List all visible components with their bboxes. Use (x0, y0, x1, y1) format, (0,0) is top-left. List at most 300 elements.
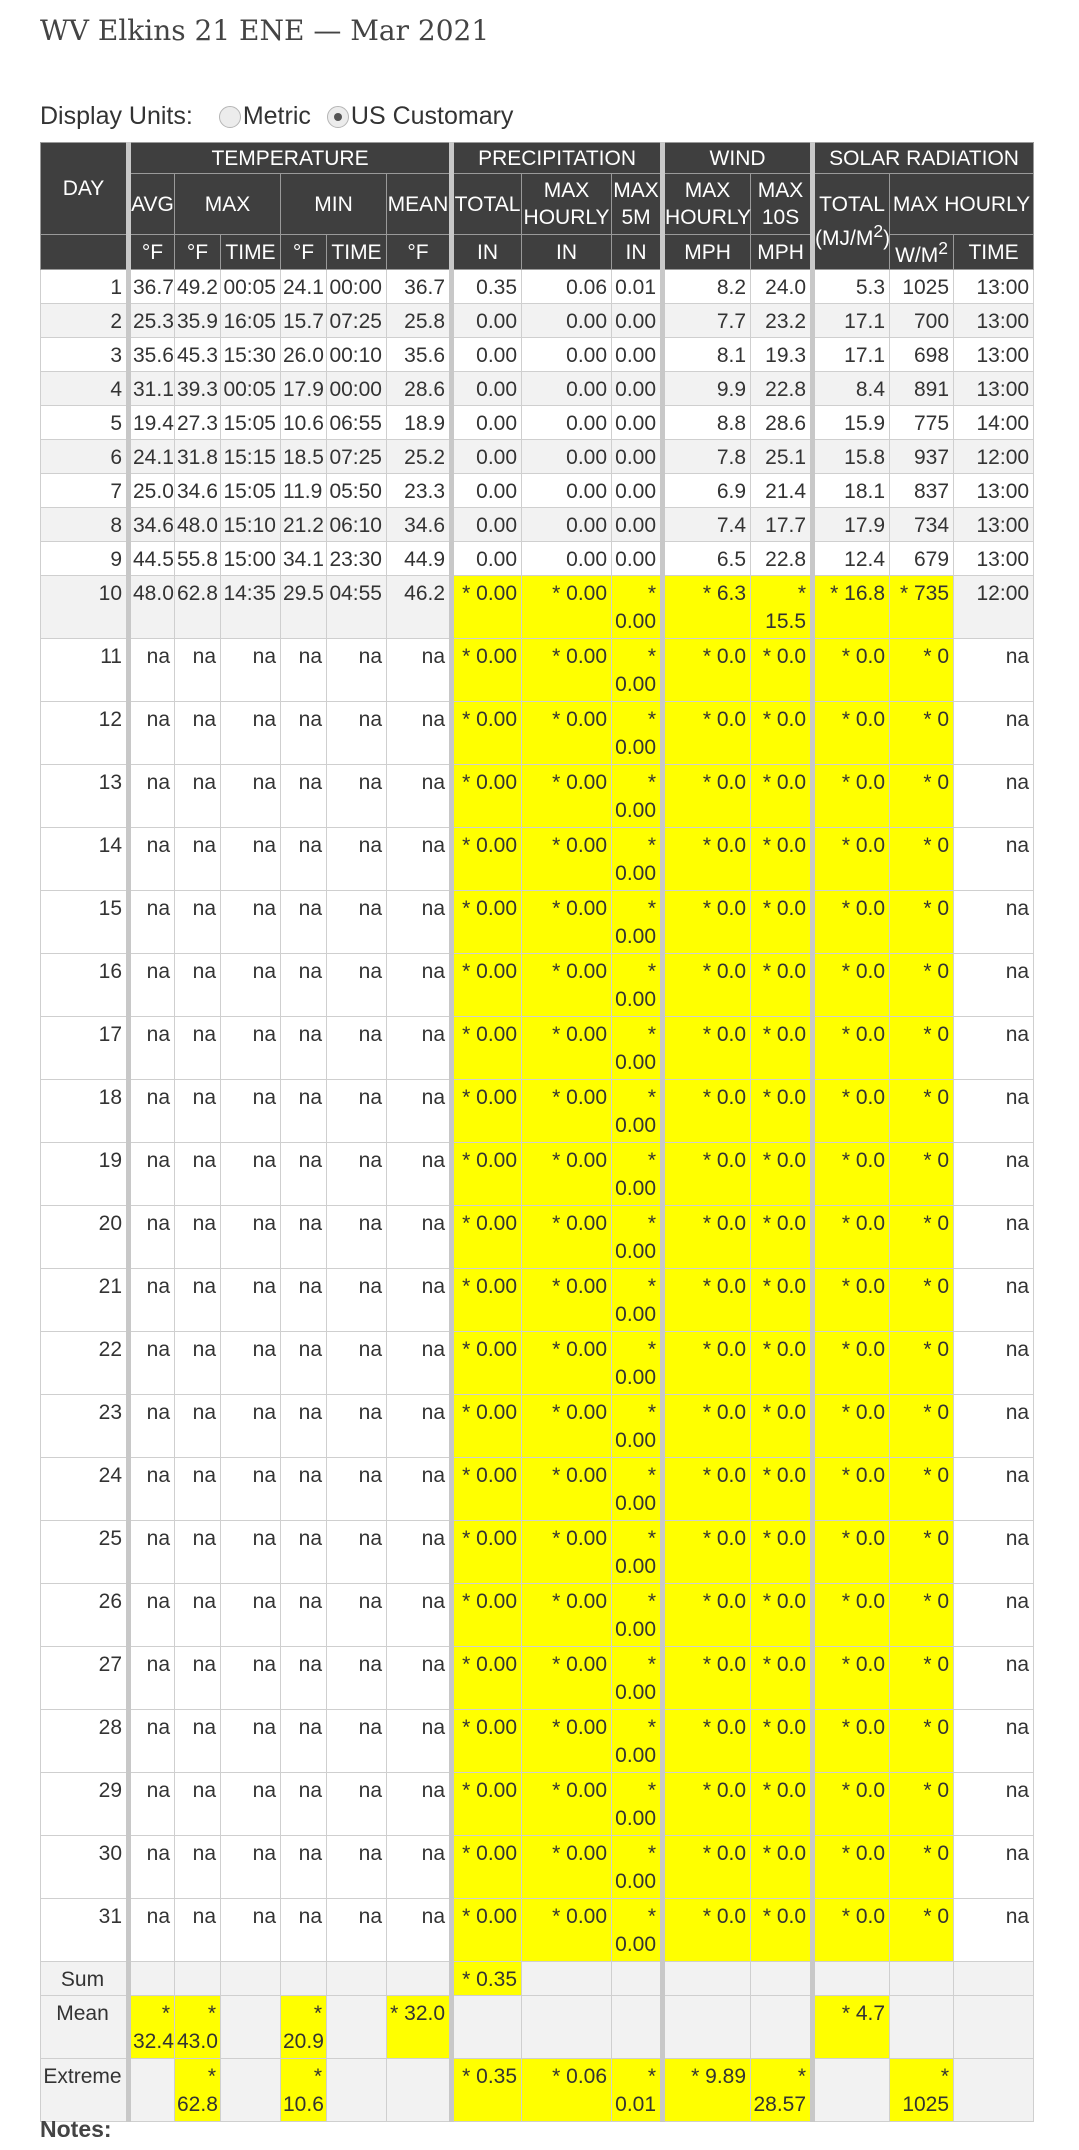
data-cell: 0.00 (452, 406, 522, 440)
day-cell: 12 (41, 702, 129, 765)
data-cell: * 0 (890, 1647, 954, 1710)
data-cell: 14:35 (221, 576, 281, 639)
data-cell: 34.6 (175, 474, 221, 508)
data-cell: 45.3 (175, 338, 221, 372)
data-cell: na (129, 1206, 175, 1269)
data-cell: * 0.00 (612, 1899, 663, 1962)
data-cell: * 0.0 (663, 1206, 751, 1269)
data-cell: * 0.0 (813, 1584, 890, 1647)
data-cell: * 0.0 (813, 1647, 890, 1710)
data-cell: * 0.00 (522, 1647, 612, 1710)
data-cell: * 0 (890, 702, 954, 765)
data-cell: na (175, 1836, 221, 1899)
data-cell: * 0.00 (522, 1458, 612, 1521)
data-cell: * 0.00 (612, 1017, 663, 1080)
data-cell: * 0.0 (663, 1395, 751, 1458)
data-cell: na (954, 1206, 1034, 1269)
data-cell: na (327, 1584, 387, 1647)
data-cell: na (387, 1773, 452, 1836)
data-cell: 07:25 (327, 440, 387, 474)
data-cell: na (387, 828, 452, 891)
data-cell: na (221, 828, 281, 891)
data-cell: na (954, 1899, 1034, 1962)
data-cell: * 15.5 (751, 576, 813, 639)
data-cell: 05:50 (327, 474, 387, 508)
data-cell: * 0.0 (663, 639, 751, 702)
data-cell: 18.5 (281, 440, 327, 474)
data-cell: 27.3 (175, 406, 221, 440)
data-cell: na (327, 1143, 387, 1206)
data-cell: 13:00 (954, 304, 1034, 338)
data-cell: 891 (890, 372, 954, 406)
data-cell: na (175, 1332, 221, 1395)
unit-avg-f: °F (129, 235, 175, 270)
col-precip-max-5m: MAX 5M (612, 174, 663, 235)
unit-precip-total-in: IN (452, 235, 522, 270)
data-cell: * 0.00 (612, 1773, 663, 1836)
summary-cell (129, 2059, 175, 2122)
data-cell: 28.6 (387, 372, 452, 406)
data-cell: na (221, 765, 281, 828)
data-cell: 46.2 (387, 576, 452, 639)
data-cell: na (221, 1458, 281, 1521)
day-cell: 8 (41, 508, 129, 542)
col-precip-max-hourly: MAX HOURLY (522, 174, 612, 235)
unit-wind-10s-mph: MPH (751, 235, 813, 270)
data-cell: * 0.00 (612, 1269, 663, 1332)
data-cell: na (387, 1458, 452, 1521)
col-wind-max-10s: MAX 10S (751, 174, 813, 235)
data-cell: * 0 (890, 1710, 954, 1773)
data-cell: 0.00 (452, 304, 522, 338)
data-cell: * 0.00 (612, 1206, 663, 1269)
data-cell: * 0.0 (813, 891, 890, 954)
data-cell: * 0.0 (663, 1521, 751, 1584)
data-cell: * 0.0 (813, 1017, 890, 1080)
data-cell: na (221, 891, 281, 954)
day-cell: 27 (41, 1647, 129, 1710)
data-cell: * 0.0 (663, 1836, 751, 1899)
data-cell: 13:00 (954, 270, 1034, 304)
data-cell: * 0.0 (813, 702, 890, 765)
data-cell: 15.8 (813, 440, 890, 474)
data-cell: 13:00 (954, 508, 1034, 542)
data-cell: na (129, 954, 175, 1017)
data-cell: na (129, 1143, 175, 1206)
table-row (41, 440, 1034, 474)
data-cell: * 0.0 (751, 1269, 813, 1332)
us-customary-radio[interactable] (327, 106, 349, 128)
data-cell: * 0.00 (452, 1710, 522, 1773)
day-cell: 15 (41, 891, 129, 954)
data-cell: na (327, 828, 387, 891)
data-cell: na (175, 1269, 221, 1332)
data-cell: 7.7 (663, 304, 751, 338)
data-cell: * 0.0 (751, 1710, 813, 1773)
data-cell: na (221, 702, 281, 765)
day-cell: 17 (41, 1017, 129, 1080)
table-row (41, 1836, 1034, 1899)
data-cell: na (327, 1269, 387, 1332)
data-cell: 937 (890, 440, 954, 474)
data-cell: 0.00 (612, 542, 663, 576)
data-cell: * 0.00 (612, 954, 663, 1017)
data-cell: 62.8 (175, 576, 221, 639)
summary-cell (751, 1962, 813, 1996)
data-cell: na (175, 1647, 221, 1710)
data-cell: * 0.0 (813, 1458, 890, 1521)
data-cell: na (954, 1269, 1034, 1332)
data-cell: na (954, 1080, 1034, 1143)
data-cell: * 0.00 (522, 1332, 612, 1395)
data-cell: na (221, 1836, 281, 1899)
data-cell: * 0 (890, 1269, 954, 1332)
data-cell: na (281, 1584, 327, 1647)
summary-cell (954, 1962, 1034, 1996)
data-cell: na (387, 1332, 452, 1395)
col-mean: MEAN (387, 174, 452, 235)
data-cell: * 0.00 (522, 1710, 612, 1773)
data-cell: * 0.00 (452, 828, 522, 891)
data-cell: na (281, 1647, 327, 1710)
data-cell: 0.00 (452, 508, 522, 542)
col-solar-max-hourly: MAX HOURLY (890, 174, 1034, 235)
data-cell: 0.00 (452, 474, 522, 508)
data-cell: 00:00 (327, 270, 387, 304)
day-cell: 1 (41, 270, 129, 304)
data-cell: 0.00 (522, 304, 612, 338)
summary-cell: * 1025 (890, 2059, 954, 2122)
data-cell: 23:30 (327, 542, 387, 576)
data-cell: na (954, 891, 1034, 954)
data-cell: na (387, 1269, 452, 1332)
data-cell: na (387, 1647, 452, 1710)
data-cell: na (175, 1710, 221, 1773)
data-cell: 19.4 (129, 406, 175, 440)
data-cell: na (327, 1017, 387, 1080)
data-cell: * 0.00 (612, 1836, 663, 1899)
data-cell: 06:10 (327, 508, 387, 542)
data-cell: na (954, 1584, 1034, 1647)
data-cell: na (175, 1395, 221, 1458)
data-cell: 22.8 (751, 542, 813, 576)
summary-cell: * 32.4 (129, 1996, 175, 2059)
data-cell: * 0 (890, 1836, 954, 1899)
data-cell: * 0.00 (522, 1017, 612, 1080)
data-cell: * 0.0 (663, 1584, 751, 1647)
data-cell: na (221, 1395, 281, 1458)
data-cell: * 0.0 (663, 702, 751, 765)
data-cell: * 0.00 (522, 954, 612, 1017)
data-cell: 11.9 (281, 474, 327, 508)
data-cell: * 0.00 (612, 1143, 663, 1206)
data-cell: na (954, 702, 1034, 765)
data-cell: 25.2 (387, 440, 452, 474)
data-cell: * 0.0 (663, 891, 751, 954)
data-cell: na (175, 1458, 221, 1521)
data-cell: * 0.0 (813, 1773, 890, 1836)
data-cell: * 0 (890, 1584, 954, 1647)
table-row (41, 828, 1034, 891)
summary-cell (890, 1962, 954, 1996)
data-cell: na (221, 1584, 281, 1647)
table-row (41, 954, 1034, 1017)
data-cell: * 0.0 (663, 1710, 751, 1773)
data-cell: na (327, 1710, 387, 1773)
data-cell: na (327, 702, 387, 765)
data-cell: 0.00 (522, 372, 612, 406)
data-cell: 15.9 (813, 406, 890, 440)
data-cell: 17.9 (813, 508, 890, 542)
data-cell: 24.1 (281, 270, 327, 304)
data-cell: 0.00 (612, 372, 663, 406)
data-cell: * 0 (890, 1080, 954, 1143)
data-cell: 7.8 (663, 440, 751, 474)
data-cell: * 0.0 (663, 1899, 751, 1962)
data-cell: na (129, 1080, 175, 1143)
data-cell: na (954, 1647, 1034, 1710)
day-cell: 9 (41, 542, 129, 576)
data-cell: * 0 (890, 1773, 954, 1836)
data-cell: * 0.0 (751, 702, 813, 765)
data-cell: na (954, 1836, 1034, 1899)
data-cell: * 0.00 (522, 639, 612, 702)
day-cell: 10 (41, 576, 129, 639)
data-cell: na (281, 1836, 327, 1899)
data-cell: * 0 (890, 1395, 954, 1458)
table-row (41, 1332, 1034, 1395)
data-cell: 44.9 (387, 542, 452, 576)
data-cell: 12:00 (954, 576, 1034, 639)
data-cell: 25.8 (387, 304, 452, 338)
data-cell: 18.9 (387, 406, 452, 440)
table-row (41, 474, 1034, 508)
data-cell: na (221, 1710, 281, 1773)
data-cell: na (129, 1710, 175, 1773)
data-cell: na (129, 1584, 175, 1647)
data-cell: * 0.0 (751, 1143, 813, 1206)
unit-precip-5m-in: IN (612, 235, 663, 270)
data-cell: 6.9 (663, 474, 751, 508)
data-cell: 48.0 (129, 576, 175, 639)
table-row (41, 639, 1034, 702)
data-cell: * 0.0 (751, 1773, 813, 1836)
day-cell: 25 (41, 1521, 129, 1584)
data-cell: 0.06 (522, 270, 612, 304)
data-cell: 22.8 (751, 372, 813, 406)
data-cell: * 0.00 (612, 1710, 663, 1773)
data-cell: 8.8 (663, 406, 751, 440)
display-units (40, 102, 529, 131)
data-cell: 0.00 (522, 542, 612, 576)
data-cell: 49.2 (175, 270, 221, 304)
data-cell: * 0.00 (522, 1521, 612, 1584)
us-customary-label[interactable]: US Customary (350, 102, 514, 130)
data-cell: * 0.00 (452, 1584, 522, 1647)
data-cell: * 0.0 (663, 1773, 751, 1836)
data-cell: * 0 (890, 639, 954, 702)
summary-cell (612, 1962, 663, 1996)
data-cell: * 0.00 (452, 1017, 522, 1080)
data-cell: na (387, 1836, 452, 1899)
data-cell: * 0.0 (663, 765, 751, 828)
data-cell: na (221, 1206, 281, 1269)
data-cell: * 0 (890, 1458, 954, 1521)
data-cell: * 0.00 (452, 1773, 522, 1836)
day-cell: 22 (41, 1332, 129, 1395)
col-wind-max-hourly: MAX HOURLY (663, 174, 751, 235)
data-cell: * 0 (890, 1206, 954, 1269)
summary-label: Sum (41, 1962, 129, 1996)
data-cell: * 0.00 (452, 1836, 522, 1899)
table-row (41, 1521, 1034, 1584)
data-cell: * 0.00 (612, 702, 663, 765)
summary-label: Mean (41, 1996, 129, 2059)
data-cell: na (221, 1332, 281, 1395)
day-cell: 31 (41, 1899, 129, 1962)
summary-cell (387, 2059, 452, 2122)
day-cell: 19 (41, 1143, 129, 1206)
data-cell: 04:55 (327, 576, 387, 639)
data-cell: 0.00 (612, 338, 663, 372)
summary-cell: * 0.01 (612, 2059, 663, 2122)
data-cell: 6.5 (663, 542, 751, 576)
summary-cell: * 0.06 (522, 2059, 612, 2122)
data-cell: na (221, 1773, 281, 1836)
data-cell: na (281, 1458, 327, 1521)
data-cell: na (281, 1269, 327, 1332)
data-cell: * 0.00 (522, 891, 612, 954)
summary-cell: * 43.0 (175, 1996, 221, 2059)
summary-cell (663, 1996, 751, 2059)
data-cell: na (129, 1395, 175, 1458)
data-cell: * 0.0 (751, 828, 813, 891)
data-cell: 00:00 (327, 372, 387, 406)
data-cell: * 0.00 (452, 1143, 522, 1206)
data-cell: 26.0 (281, 338, 327, 372)
day-cell: 30 (41, 1836, 129, 1899)
data-cell: na (327, 954, 387, 1017)
data-cell: * 0.0 (751, 1017, 813, 1080)
data-cell: * 0.00 (452, 1458, 522, 1521)
data-cell: 15:05 (221, 474, 281, 508)
data-cell: 734 (890, 508, 954, 542)
day-cell: 3 (41, 338, 129, 372)
data-cell: * 0.00 (522, 1143, 612, 1206)
data-cell: * 0.00 (452, 702, 522, 765)
data-cell: na (281, 1206, 327, 1269)
table-row (41, 1143, 1034, 1206)
summary-cell (281, 1962, 327, 1996)
table-row (41, 576, 1034, 639)
data-cell: * 0.00 (612, 1332, 663, 1395)
data-cell: * 0.00 (522, 1080, 612, 1143)
table-row (41, 338, 1034, 372)
data-cell: 23.2 (751, 304, 813, 338)
data-cell: * 0.00 (612, 1647, 663, 1710)
data-cell: * 0.00 (452, 954, 522, 1017)
data-cell: * 0.00 (522, 702, 612, 765)
data-cell: * 0.0 (813, 1710, 890, 1773)
data-cell: na (221, 1647, 281, 1710)
data-cell: * 0.0 (663, 1458, 751, 1521)
data-cell: na (327, 891, 387, 954)
data-cell: * 0.00 (612, 1521, 663, 1584)
data-cell: * 0.00 (612, 576, 663, 639)
summary-cell (327, 1962, 387, 1996)
data-cell: 0.00 (522, 406, 612, 440)
day-cell: 28 (41, 1710, 129, 1773)
metric-label[interactable]: Metric (242, 102, 311, 130)
data-cell: na (327, 1332, 387, 1395)
data-cell: na (954, 828, 1034, 891)
data-cell: * 0 (890, 1521, 954, 1584)
group-solar-radiation: SOLAR RADIATION (813, 143, 1034, 174)
data-cell: na (175, 1584, 221, 1647)
data-cell: * 0.00 (522, 1206, 612, 1269)
data-cell: 21.4 (751, 474, 813, 508)
data-cell: 0.00 (452, 338, 522, 372)
data-cell: 9.9 (663, 372, 751, 406)
data-cell: * 0.0 (813, 765, 890, 828)
summary-row (41, 2059, 1034, 2122)
summary-cell: * 20.9 (281, 1996, 327, 2059)
summary-cell: * 4.7 (813, 1996, 890, 2059)
data-cell: na (281, 765, 327, 828)
data-cell: 17.1 (813, 338, 890, 372)
unit-solar-wm2: $W/M^2$ (890, 235, 954, 270)
data-cell: na (327, 1206, 387, 1269)
display-units-label: Display Units: (40, 102, 193, 130)
data-cell: 13:00 (954, 542, 1034, 576)
data-cell: * 0.0 (813, 954, 890, 1017)
data-cell: 0.00 (522, 338, 612, 372)
data-cell: * 0.0 (663, 1647, 751, 1710)
data-cell: na (129, 1332, 175, 1395)
data-cell: na (129, 1773, 175, 1836)
data-cell: 13:00 (954, 372, 1034, 406)
data-cell: * 0.00 (522, 828, 612, 891)
data-cell: 0.35 (452, 270, 522, 304)
data-cell: * 0.00 (452, 1899, 522, 1962)
data-cell: * 0.0 (751, 1521, 813, 1584)
data-cell: na (387, 1017, 452, 1080)
data-cell: na (387, 765, 452, 828)
group-temperature: TEMPERATURE (129, 143, 452, 174)
data-cell: na (327, 1836, 387, 1899)
data-cell: na (954, 954, 1034, 1017)
summary-row (41, 1962, 1034, 1996)
data-cell: 35.9 (175, 304, 221, 338)
metric-radio[interactable] (219, 106, 241, 128)
data-cell: 5.3 (813, 270, 890, 304)
data-cell: na (129, 828, 175, 891)
data-cell: na (281, 1395, 327, 1458)
table-row (41, 304, 1034, 338)
data-cell: na (954, 1332, 1034, 1395)
data-cell: * 0.00 (612, 891, 663, 954)
data-cell: 679 (890, 542, 954, 576)
data-cell: * 0.0 (813, 1836, 890, 1899)
data-cell: 00:10 (327, 338, 387, 372)
data-cell: na (175, 828, 221, 891)
summary-cell (751, 1996, 813, 2059)
data-cell: 17.1 (813, 304, 890, 338)
summary-cell: * 10.6 (281, 2059, 327, 2122)
data-cell: na (954, 1143, 1034, 1206)
summary-cell: * 9.89 (663, 2059, 751, 2122)
data-cell: na (221, 1269, 281, 1332)
